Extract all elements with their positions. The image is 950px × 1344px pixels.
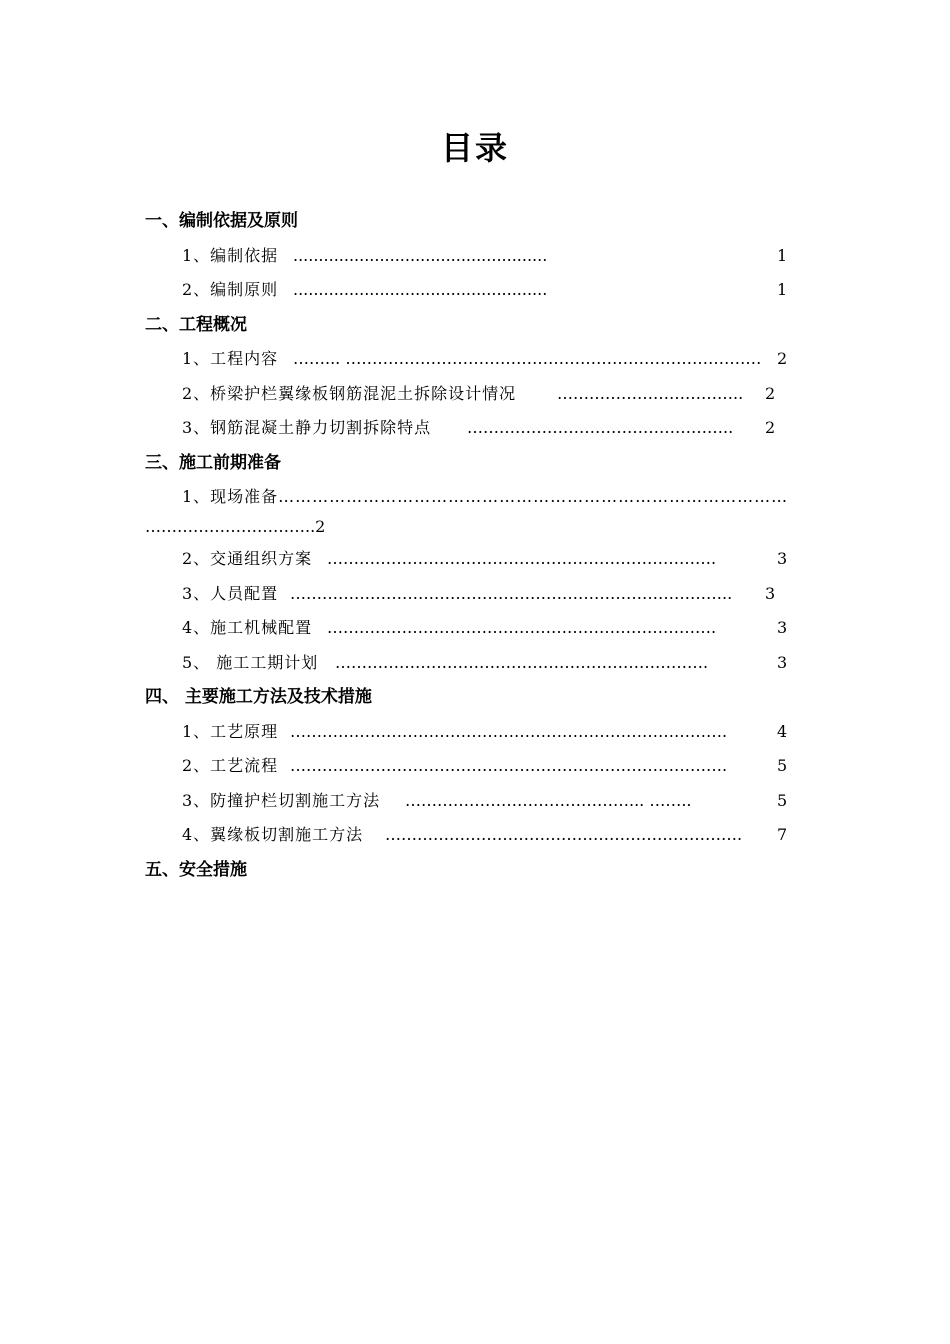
toc-leader-dots: .................................................. [293,245,548,265]
toc-leader-dots: ………………………………………………………………. [327,549,717,568]
toc-entry-line: 1、现场准备……………………………………………………………………………… [182,487,789,506]
toc-page-number: 3 [777,549,788,568]
toc-leader-dots: ………………………………………………………………………. [290,756,728,775]
toc-entry[interactable] [145,649,788,684]
toc-leader-dots: ……………………………………... …….. [405,790,692,810]
toc-entry-label: 1、工程内容 [182,349,279,368]
toc-entry-label: 5、 施工工期计划 [182,652,319,672]
toc-entry[interactable] [145,752,788,787]
toc-page-number: 2 [777,349,788,368]
toc-entry-label: 4、施工机械配置 [182,618,313,637]
toc-page-number: 1 [777,280,788,299]
toc-leader-dots: ………………………………………………………………. [327,618,717,637]
toc-entry-label: 2、工艺流程 [182,756,279,775]
table-of-contents [145,207,805,890]
toc-entry[interactable] [145,718,788,753]
toc-leader-dots: .................................................. [293,280,548,299]
toc-entry[interactable] [145,345,788,380]
toc-section-heading[interactable]: 五、安全措施 [145,859,247,880]
toc-leader-dots: ……………………………………………………………………….. [290,583,733,603]
toc-entry[interactable] [145,545,788,580]
toc-page-number: 1 [777,245,788,265]
toc-section-heading[interactable]: 三、施工前期准备 [145,452,281,473]
toc-leader-dots: ……………………………………………………………. [335,652,709,672]
toc-section-heading[interactable]: 四、 主要施工方法及技术措施 [145,687,372,707]
toc-entry-line: …………………………..2 [145,517,326,536]
toc-entry-label: 3、防撞护栏切割施工方法 [182,790,381,810]
toc-entry-label: 3、钢筋混凝土静力切割拆除特点 [182,418,432,437]
toc-entry-label: 2、交通组织方案 [182,549,313,568]
toc-page-number: 5 [777,756,788,775]
toc-page-number: 7 [777,825,788,844]
toc-page-number: 2 [765,383,776,403]
toc-entry[interactable] [145,614,788,649]
toc-page-number: 3 [777,618,788,637]
toc-entry-wrapped[interactable] [145,483,805,545]
toc-entry[interactable] [145,276,788,311]
toc-leader-dots: …………………………….. [557,383,744,403]
toc-entry[interactable] [145,787,788,822]
toc-entry-label: 4、翼缘板切割施工方法 [182,825,364,844]
toc-entry-label: 1、编制依据 [182,245,279,265]
toc-leader-dots: ………………………………………………………………………. [290,721,728,741]
toc-entry[interactable] [145,380,785,415]
toc-entry-label: 2、编制原则 [182,280,279,299]
toc-section-heading[interactable]: 二、工程概况 [145,314,247,335]
toc-section-heading[interactable]: 一、编制依据及原则 [145,211,298,231]
toc-entry-label: 2、桥梁护栏翼缘板钢筋混泥土拆除设计情况 [182,383,517,403]
toc-page-number: 3 [777,652,788,672]
toc-entry[interactable] [145,414,785,449]
toc-leader-dots: …………………………………………………………. [385,825,743,844]
toc-page-number: 3 [765,583,776,603]
toc-leader-dots: ………………………………………….. [467,418,734,437]
toc-leader-dots: ……... …………………………………………………………………… [293,349,762,368]
toc-entry-label: 1、工艺原理 [182,721,279,741]
toc-page-number: 5 [777,790,788,810]
toc-page-number: 2 [765,418,776,437]
toc-entry-label: 3、人员配置 [182,583,279,603]
toc-entry[interactable] [145,821,788,856]
toc-entry[interactable] [145,580,785,615]
page-title: 目录 [440,129,509,167]
toc-entry[interactable] [145,242,788,277]
toc-page-number: 4 [777,721,788,741]
